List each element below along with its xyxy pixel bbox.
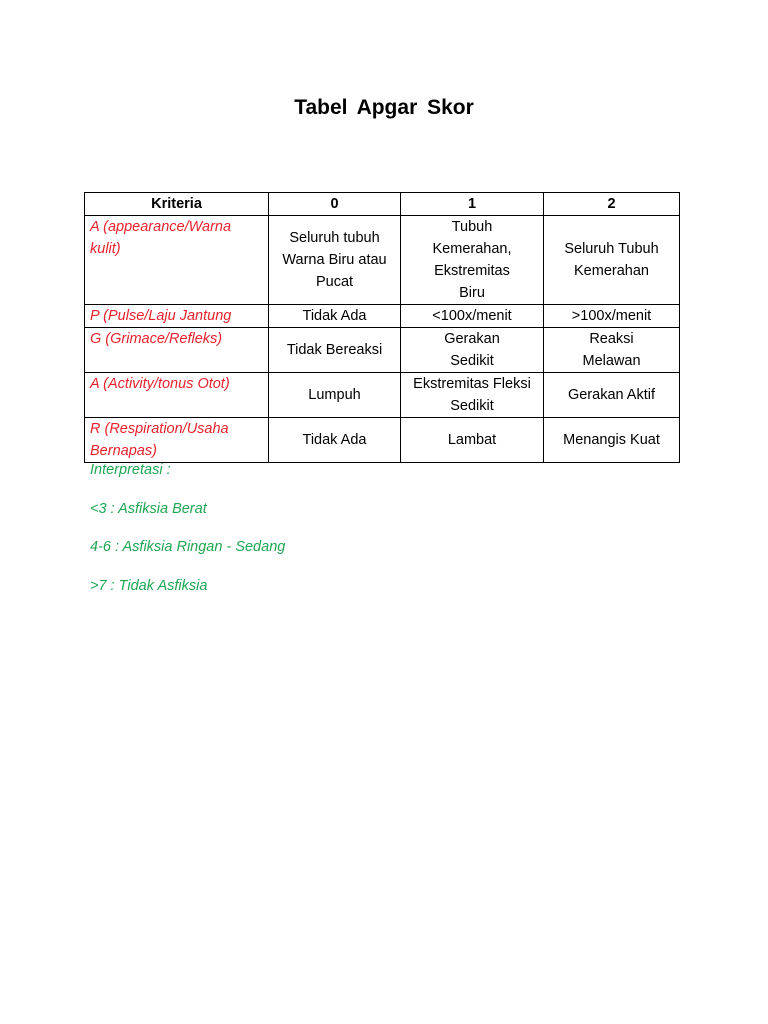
score-0-cell: Tidak Ada (269, 305, 401, 328)
table-row (85, 373, 680, 418)
score-1-cell: Ekstremitas Fleksi Sedikit (401, 373, 544, 418)
criterion-cell: P (Pulse/Laju Jantung (85, 305, 269, 328)
score-0-cell: Tidak Ada (269, 418, 401, 463)
score-2-cell: >100x/menit (544, 305, 680, 328)
interpretation-item: >7 : Tidak Asfiksia (90, 578, 208, 594)
criterion-cell: G (Grimace/Refleks) (85, 328, 269, 373)
table-row (85, 305, 680, 328)
score-1-cell: Lambat (401, 418, 544, 463)
score-2-cell: Menangis Kuat (544, 418, 680, 463)
score-1-cell: Tubuh Kemerahan, Ekstremitas Biru (401, 216, 544, 305)
header-score-1: 1 (401, 193, 544, 216)
page-title: Tabel Apgar Skor (294, 96, 474, 119)
header-kriteria: Kriteria (85, 193, 269, 216)
criterion-cell: A (appearance/Warna kulit) (85, 216, 269, 305)
score-2-cell: Gerakan Aktif (544, 373, 680, 418)
score-2-cell: Reaksi Melawan (544, 328, 680, 373)
interpretation-item: <3 : Asfiksia Berat (90, 501, 207, 517)
table-row (85, 328, 680, 373)
score-0-cell: Tidak Bereaksi (269, 328, 401, 373)
criterion-cell: R (Respiration/Usaha Bernapas) (85, 418, 269, 463)
table-row (85, 418, 680, 463)
interpretation-heading: Interpretasi : (90, 462, 171, 478)
score-1-cell: Gerakan Sedikit (401, 328, 544, 373)
interpretation-item: 4-6 : Asfiksia Ringan - Sedang (90, 539, 286, 555)
apgar-score-table (84, 192, 680, 463)
table-row (85, 216, 680, 305)
score-2-cell: Seluruh Tubuh Kemerahan (544, 216, 680, 305)
header-score-0: 0 (269, 193, 401, 216)
table-header-row (85, 193, 680, 216)
score-0-cell: Lumpuh (269, 373, 401, 418)
score-1-cell: <100x/menit (401, 305, 544, 328)
criterion-cell: A (Activity/tonus Otot) (85, 373, 269, 418)
score-0-cell: Seluruh tubuh Warna Biru atau Pucat (269, 216, 401, 305)
header-score-2: 2 (544, 193, 680, 216)
